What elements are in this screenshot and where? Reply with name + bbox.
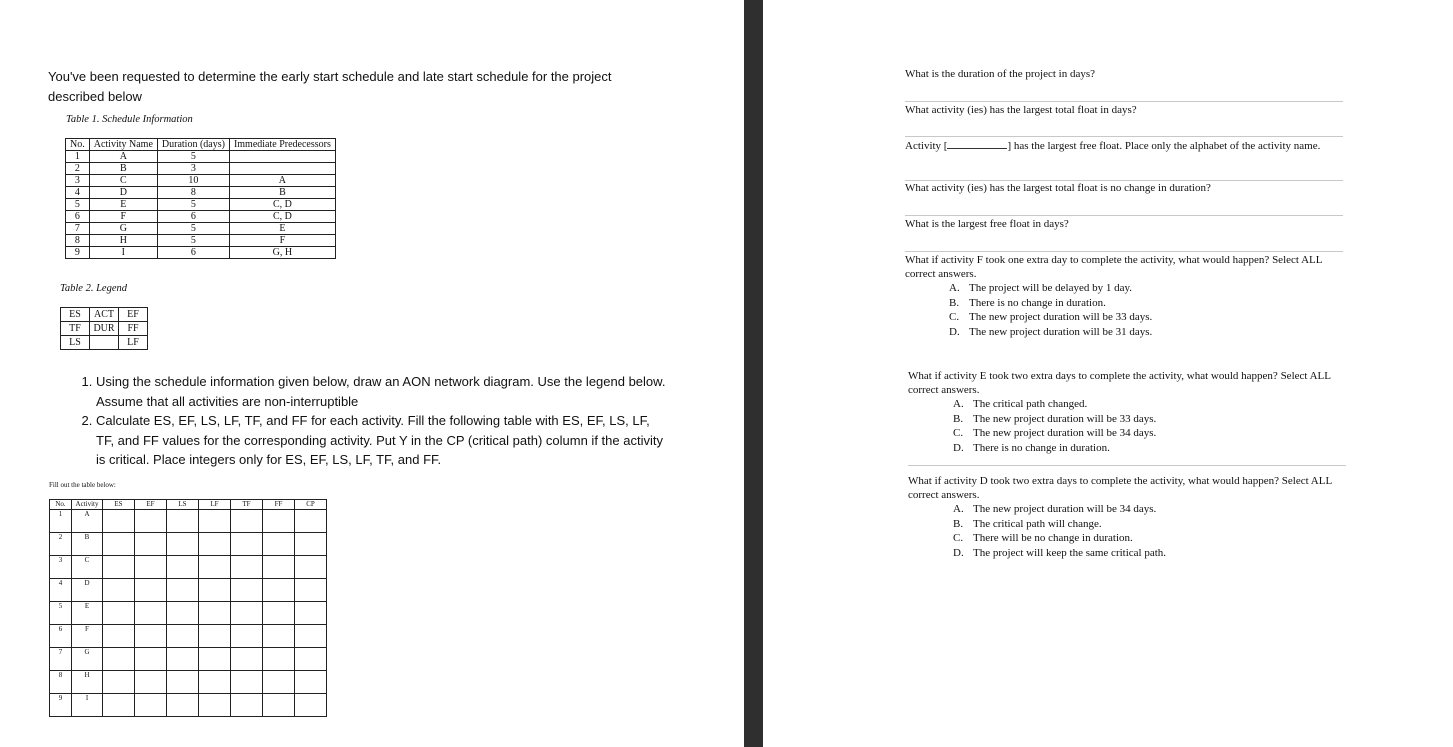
table-row — [50, 694, 327, 717]
answer-cell[interactable] — [231, 694, 263, 717]
task-item: 1. Using the schedule information given below, draw an AON network diagram. Use the legend below. Assume that all activities are non-interruptible — [96, 372, 671, 411]
answer-cell[interactable] — [135, 648, 167, 671]
answer-cell[interactable] — [263, 579, 295, 602]
answer-cell[interactable] — [295, 510, 327, 533]
answer-cell[interactable] — [103, 579, 135, 602]
cell: A — [229, 175, 335, 187]
option-text: The critical path changed. — [973, 398, 1088, 410]
intro-text: You've been requested to determine the early start schedule and late start schedule for the project described below — [48, 69, 612, 104]
options-activity-f — [949, 281, 1152, 339]
cell: 10 — [157, 175, 229, 187]
question-activity-e: What if activity E took two extra days to complete the activity, what would happen? Select ALL correct answers. — [908, 370, 1331, 396]
table-row — [66, 247, 336, 259]
answer-cell[interactable] — [103, 694, 135, 717]
cell: 1 — [66, 151, 90, 163]
col-es: ES — [103, 500, 135, 510]
col-predecessors: Immediate Predecessors — [229, 139, 335, 151]
cell: 4 — [50, 579, 72, 602]
option-letter: A. — [949, 282, 960, 294]
cell: H — [72, 671, 103, 694]
answer-line[interactable] — [905, 101, 1343, 102]
cell: 6 — [157, 247, 229, 259]
answer-cell[interactable] — [199, 694, 231, 717]
answer-cell[interactable] — [167, 579, 199, 602]
table1-caption: Table 1. Schedule Information — [66, 114, 193, 125]
option-letter: C. — [953, 427, 964, 439]
answer-cell[interactable] — [231, 625, 263, 648]
answer-cell[interactable] — [263, 625, 295, 648]
cell: 7 — [50, 648, 72, 671]
option-letter: C. — [953, 532, 964, 544]
task-item: 2. Calculate ES, EF, LS, LF, TF, and FF for each activity. Fill the following table with ES, EF, LS, LF, TF, and FF values for the corresponding activity. Put Y in the CP (critical path) column if the activity is critical. Place integers only for ES, EF, LS, LF, TF, and FF. — [96, 411, 671, 470]
answer-cell[interactable] — [295, 533, 327, 556]
col-cp: CP — [295, 500, 327, 510]
answer-cell[interactable] — [199, 648, 231, 671]
options-activity-d — [953, 502, 1166, 560]
cell: DUR — [90, 322, 119, 336]
cell: B — [72, 533, 103, 556]
question-activity-d: What if activity D took two extra days to complete the activity, what would happen? Select ALL correct answers. — [908, 475, 1332, 501]
option-item[interactable] — [953, 412, 1156, 427]
answer-cell[interactable] — [135, 533, 167, 556]
cell: C — [72, 556, 103, 579]
cell: 3 — [50, 556, 72, 579]
answer-cell[interactable] — [231, 510, 263, 533]
cell: FF — [119, 322, 148, 336]
answer-cell[interactable] — [199, 625, 231, 648]
answer-cell[interactable] — [263, 510, 295, 533]
cell: 4 — [66, 187, 90, 199]
option-letter: B. — [953, 412, 964, 425]
option-letter: C. — [949, 311, 960, 323]
col-tf: TF — [231, 500, 263, 510]
option-text: The project will keep the same critical path. — [973, 546, 1167, 559]
cell: 8 — [66, 235, 90, 247]
answer-cell[interactable] — [295, 602, 327, 625]
option-text: The new project duration will be 31 days. — [969, 325, 1153, 338]
cell: D — [89, 187, 157, 199]
answer-table — [49, 499, 327, 717]
table-row — [50, 625, 327, 648]
option-item[interactable] — [953, 441, 1156, 456]
cell: C, D — [229, 211, 335, 223]
table-row — [66, 199, 336, 211]
answer-cell[interactable] — [231, 579, 263, 602]
cell: G, H — [229, 247, 335, 259]
answer-cell[interactable] — [135, 556, 167, 579]
col-no: No. — [50, 500, 72, 510]
col-no: No. — [66, 139, 90, 151]
answer-cell[interactable] — [295, 694, 327, 717]
cell: 9 — [50, 694, 72, 717]
cell: I — [72, 694, 103, 717]
answer-cell[interactable] — [167, 625, 199, 648]
answer-cell[interactable] — [295, 579, 327, 602]
schedule-table — [65, 138, 336, 259]
answer-cell[interactable] — [103, 648, 135, 671]
fill-table-label: Fill out the table below: — [49, 481, 116, 489]
question-largest-free-float-activity — [905, 139, 1345, 154]
cell: 3 — [157, 163, 229, 175]
question-activity-f: What if activity F took one extra day to complete the activity, what would happen? Select ALL correct answers. — [905, 254, 1323, 280]
col-ls: LS — [167, 500, 199, 510]
cell: F — [89, 211, 157, 223]
cell: G — [72, 648, 103, 671]
answer-cell[interactable] — [263, 694, 295, 717]
option-letter: A. — [953, 398, 964, 410]
option-text: There will be no change in duration. — [973, 532, 1133, 544]
option-letter: B. — [953, 517, 964, 530]
cell: 6 — [66, 211, 90, 223]
option-letter: D. — [949, 325, 960, 338]
option-item[interactable] — [949, 325, 1152, 340]
option-item[interactable] — [949, 296, 1152, 311]
answer-cell[interactable] — [135, 694, 167, 717]
cell: 9 — [66, 247, 90, 259]
answer-cell[interactable] — [199, 510, 231, 533]
cell: ACT — [90, 308, 119, 322]
cell: 5 — [157, 235, 229, 247]
option-text: The new project duration will be 34 days. — [973, 503, 1157, 515]
answer-cell[interactable] — [167, 648, 199, 671]
question-largest-free-float: What is the largest free float in days? — [905, 218, 1069, 230]
answer-cell[interactable] — [231, 602, 263, 625]
col-activity-name: Activity Name — [89, 139, 157, 151]
cell: F — [229, 235, 335, 247]
answer-cell[interactable] — [103, 510, 135, 533]
table-row — [66, 235, 336, 247]
answer-cell[interactable] — [231, 648, 263, 671]
option-item[interactable] — [953, 517, 1166, 532]
option-text: The new project duration will be 33 days. — [969, 311, 1153, 323]
table-row — [66, 163, 336, 175]
answer-cell[interactable] — [135, 671, 167, 694]
cell: LF — [119, 336, 148, 350]
cell: A — [72, 510, 103, 533]
cell: ES — [61, 308, 90, 322]
cell — [229, 151, 335, 163]
cell: 6 — [50, 625, 72, 648]
task-list — [72, 372, 671, 470]
cell: C — [89, 175, 157, 187]
option-item[interactable] — [953, 426, 1156, 441]
answer-line[interactable] — [905, 180, 1343, 181]
question-largest-total-float: What activity (ies) has the largest total float in days? — [905, 104, 1137, 116]
option-letter: A. — [953, 503, 964, 515]
answer-cell[interactable] — [199, 556, 231, 579]
table-row — [66, 187, 336, 199]
col-lf: LF — [199, 500, 231, 510]
blank-answer-field[interactable] — [947, 139, 1007, 149]
option-text: There is no change in duration. — [969, 296, 1106, 309]
option-item[interactable] — [953, 531, 1166, 546]
answer-cell[interactable] — [167, 602, 199, 625]
cell: A — [89, 151, 157, 163]
option-text: The project will be delayed by 1 day. — [969, 282, 1133, 294]
cell: 2 — [66, 163, 90, 175]
table-row — [66, 211, 336, 223]
cell: E — [72, 602, 103, 625]
cell: 5 — [66, 199, 90, 211]
option-text: The new project duration will be 34 days. — [973, 427, 1157, 439]
cell: TF — [61, 322, 90, 336]
answer-cell[interactable] — [103, 533, 135, 556]
table-row — [66, 151, 336, 163]
answer-cell[interactable] — [103, 671, 135, 694]
answer-cell[interactable] — [263, 648, 295, 671]
cell: E — [89, 199, 157, 211]
option-letter: D. — [953, 546, 964, 559]
cell: H — [89, 235, 157, 247]
cell: G — [89, 223, 157, 235]
legend-table — [60, 307, 148, 350]
cell: 1 — [50, 510, 72, 533]
answer-cell[interactable] — [263, 556, 295, 579]
answer-cell[interactable] — [231, 533, 263, 556]
cell: LS — [61, 336, 90, 350]
answer-table-header — [50, 500, 327, 510]
table-row — [61, 336, 148, 350]
answer-cell[interactable] — [295, 625, 327, 648]
option-text: There is no change in duration. — [973, 441, 1110, 454]
cell: EF — [119, 308, 148, 322]
answer-cell[interactable] — [295, 671, 327, 694]
cell: E — [229, 223, 335, 235]
table-row — [50, 510, 327, 533]
table-row — [50, 602, 327, 625]
cell: B — [89, 163, 157, 175]
answer-cell[interactable] — [263, 533, 295, 556]
answer-cell[interactable] — [263, 671, 295, 694]
col-ef: EF — [135, 500, 167, 510]
cell: I — [89, 247, 157, 259]
answer-cell[interactable] — [167, 556, 199, 579]
cell: 8 — [50, 671, 72, 694]
option-item[interactable] — [949, 310, 1152, 325]
option-item[interactable] — [953, 546, 1166, 561]
cell: 8 — [157, 187, 229, 199]
table-row — [66, 223, 336, 235]
schedule-table-header — [66, 139, 336, 151]
answer-cell[interactable] — [199, 533, 231, 556]
answer-cell[interactable] — [103, 556, 135, 579]
answer-line[interactable] — [905, 251, 1343, 252]
table2-caption: Table 2. Legend — [60, 283, 127, 294]
table-row — [50, 533, 327, 556]
answer-line[interactable] — [908, 465, 1346, 466]
table-row — [61, 308, 148, 322]
answer-cell[interactable] — [199, 602, 231, 625]
col-ff: FF — [263, 500, 295, 510]
option-item[interactable] — [953, 397, 1156, 412]
question-text-pre: Activity [ — [905, 140, 948, 152]
answer-cell[interactable] — [295, 648, 327, 671]
table-row — [66, 175, 336, 187]
answer-cell[interactable] — [135, 579, 167, 602]
answer-cell[interactable] — [263, 602, 295, 625]
answer-cell[interactable] — [167, 510, 199, 533]
cell: D — [72, 579, 103, 602]
answer-cell[interactable] — [135, 510, 167, 533]
answer-cell[interactable] — [199, 579, 231, 602]
answer-cell[interactable] — [135, 625, 167, 648]
cell: 3 — [66, 175, 90, 187]
page-divider — [744, 0, 763, 747]
option-letter: D. — [953, 441, 964, 454]
cell: 6 — [157, 211, 229, 223]
answer-cell[interactable] — [103, 602, 135, 625]
cell: 2 — [50, 533, 72, 556]
cell: 5 — [157, 151, 229, 163]
question-no-change: What activity (ies) has the largest total float is no change in duration? — [905, 182, 1211, 194]
cell: B — [229, 187, 335, 199]
cell: C, D — [229, 199, 335, 211]
right-page — [763, 0, 1453, 747]
cell: 5 — [157, 199, 229, 211]
col-duration: Duration (days) — [157, 139, 229, 151]
option-item[interactable] — [953, 502, 1166, 517]
answer-cell[interactable] — [295, 556, 327, 579]
cell: 7 — [66, 223, 90, 235]
col-activity: Activity — [72, 500, 103, 510]
answer-cell[interactable] — [103, 625, 135, 648]
table-row — [50, 579, 327, 602]
answer-cell[interactable] — [135, 602, 167, 625]
question-text-post: ] has the largest free float. Place only the alphabet of the activity name. — [1007, 140, 1321, 152]
table-row — [50, 648, 327, 671]
answer-line[interactable] — [905, 215, 1343, 216]
question-duration: What is the duration of the project in days? — [905, 68, 1095, 80]
option-text: The critical path will change. — [973, 517, 1102, 530]
option-letter: B. — [949, 296, 960, 309]
table-row — [61, 322, 148, 336]
cell: F — [72, 625, 103, 648]
cell — [90, 336, 119, 350]
option-item[interactable] — [949, 281, 1152, 296]
answer-cell[interactable] — [231, 671, 263, 694]
cell: 5 — [157, 223, 229, 235]
answer-cell[interactable] — [167, 671, 199, 694]
cell — [229, 163, 335, 175]
answer-cell[interactable] — [167, 533, 199, 556]
answer-cell[interactable] — [167, 694, 199, 717]
options-activity-e — [953, 397, 1156, 455]
table-row — [50, 671, 327, 694]
answer-cell[interactable] — [199, 671, 231, 694]
answer-cell[interactable] — [231, 556, 263, 579]
option-text: The new project duration will be 33 days. — [973, 412, 1157, 425]
table-row — [50, 556, 327, 579]
cell: 5 — [50, 602, 72, 625]
answer-line[interactable] — [905, 136, 1343, 137]
